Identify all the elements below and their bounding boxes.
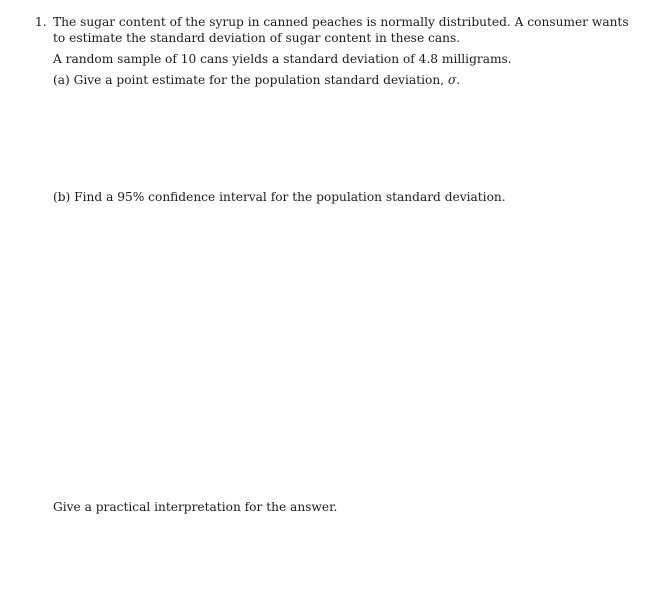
part-a-question: [53, 73, 460, 88]
part-a-end: .: [456, 73, 461, 87]
problem-intro-line-1: The sugar content of the syrup in canned peaches is normally distributed. A consumer wants: [53, 15, 629, 29]
problem-intro-line-2: to estimate the standard deviation of sugar content in these cans.: [53, 31, 461, 45]
sigma-symbol: σ: [447, 73, 457, 87]
problem-number: 1.: [35, 15, 47, 29]
part-b-question: (b) Find a 95% confidence interval for the population standard deviation.: [53, 190, 506, 204]
part-a-text: (a) Give a point estimate for the population standard deviation,: [53, 73, 448, 87]
sample-info: A random sample of 10 cans yields a standard deviation of 4.8 milligrams.: [53, 52, 512, 66]
interpretation-prompt: Give a practical interpretation for the answer.: [53, 500, 338, 514]
